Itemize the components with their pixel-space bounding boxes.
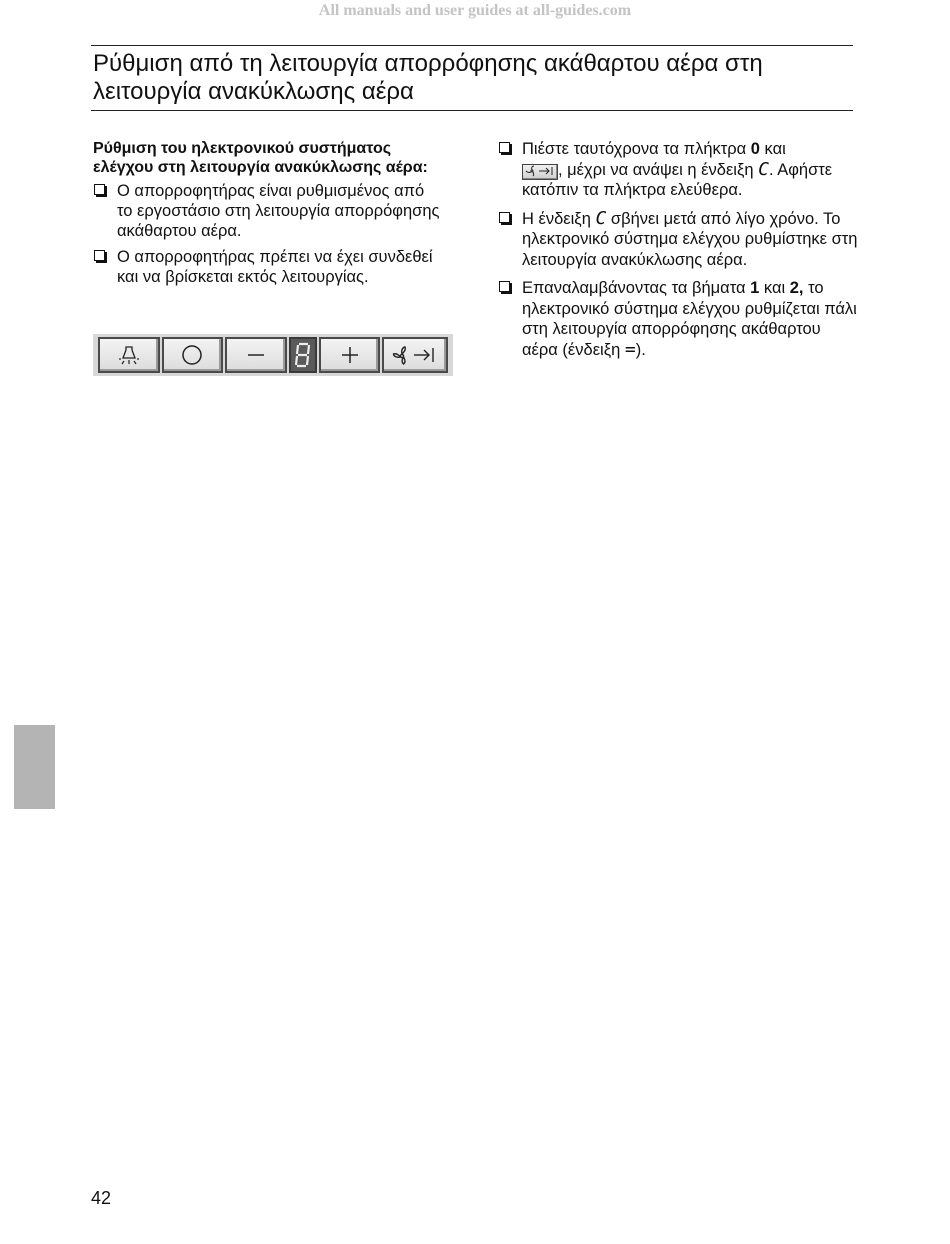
step-text: Πιέστε ταυτόχρονα τα πλήκτρα	[522, 140, 751, 158]
minus-button	[225, 337, 287, 373]
title-rule-bottom	[91, 110, 853, 111]
light-icon	[118, 344, 140, 366]
power-circle-icon	[180, 343, 204, 367]
page-title: Ρύθμιση από τη λειτουργία απορρόφησης ακάθαρτου αέρα στη λειτουργία ανακύκλωσης αέρα	[93, 50, 763, 105]
page-number: 42	[91, 1188, 112, 1208]
section-subheading: Ρύθμιση του ηλεκτρονικού συστήματος ελέγχου στη λειτουργία ανακύκλωσης αέρα:	[93, 140, 428, 176]
list-item	[498, 139, 858, 201]
seven-segment-display-icon	[295, 342, 311, 368]
title-rule-top	[91, 45, 853, 46]
exhaust-indicator-symbol: =	[624, 338, 636, 360]
section-thumb-tab	[14, 725, 55, 809]
plus-icon	[340, 345, 360, 365]
step-text: Επαναλαμβάνοντας τα βήματα	[522, 279, 751, 297]
steps-list	[498, 139, 858, 360]
light-button	[98, 337, 160, 373]
checkbox-bullet-icon	[94, 184, 105, 195]
prerequisites-list	[93, 181, 443, 287]
checkbox-bullet-icon	[499, 142, 510, 153]
list-item	[498, 209, 858, 271]
right-column	[498, 139, 858, 368]
step-text: σβήνει μετά από λίγο χρόνο. Το ηλεκτρονικό σύστημα ελέγχου ρυθμίστηκε στη λειτουργία ανακύκλωσης αέρα.	[522, 209, 858, 269]
list-item	[93, 181, 443, 241]
step-text: και	[759, 140, 786, 158]
plus-button	[319, 337, 381, 373]
list-item-text: Ο απορροφητήρας πρέπει να έχει συνδεθεί και να βρίσκεται εκτός λειτουργίας.	[117, 248, 433, 286]
key-zero-label: 0	[750, 140, 760, 158]
list-item	[93, 247, 443, 287]
recirculation-indicator-symbol: C	[758, 158, 769, 180]
control-panel-illustration	[93, 334, 453, 376]
checkbox-bullet-icon	[499, 281, 510, 292]
segment-display	[289, 337, 317, 373]
watermark: All manuals and user guides at all-guides.com	[318, 2, 632, 19]
recirculation-indicator-symbol: C	[595, 207, 607, 229]
fan-runon-key-icon	[522, 164, 558, 180]
fan-runon-button	[382, 337, 448, 373]
step-number: 1	[750, 279, 760, 297]
checkbox-bullet-icon	[499, 212, 510, 223]
minus-icon	[246, 345, 266, 365]
step-text: , μέχρι να ανάψει η ένδειξη	[558, 160, 759, 179]
fan-runon-icon	[391, 344, 439, 366]
step-text: το ηλεκτρονικό σύστημα ελέγχου ρυθμίζεται πάλι στη λειτουργία απορρόφησης ακάθαρτου αέρα (ένδειξη	[522, 279, 857, 359]
step-text: και	[759, 279, 790, 297]
step-text: Η ένδειξη	[522, 209, 596, 228]
left-column	[93, 139, 443, 293]
step-text: . Αφήστε κατόπιν τα πλήκτρα ελεύθερα.	[522, 160, 833, 199]
list-item-text: Ο απορροφητήρας είναι ρυθμισμένος από το εργοστάσιο στη λειτουργία απορρόφησης ακάθαρτου αέρα.	[117, 182, 440, 240]
step-number: 2,	[789, 279, 804, 297]
step-text: ).	[635, 340, 646, 359]
list-item	[498, 278, 858, 360]
power-button	[162, 337, 224, 373]
checkbox-bullet-icon	[94, 250, 105, 261]
